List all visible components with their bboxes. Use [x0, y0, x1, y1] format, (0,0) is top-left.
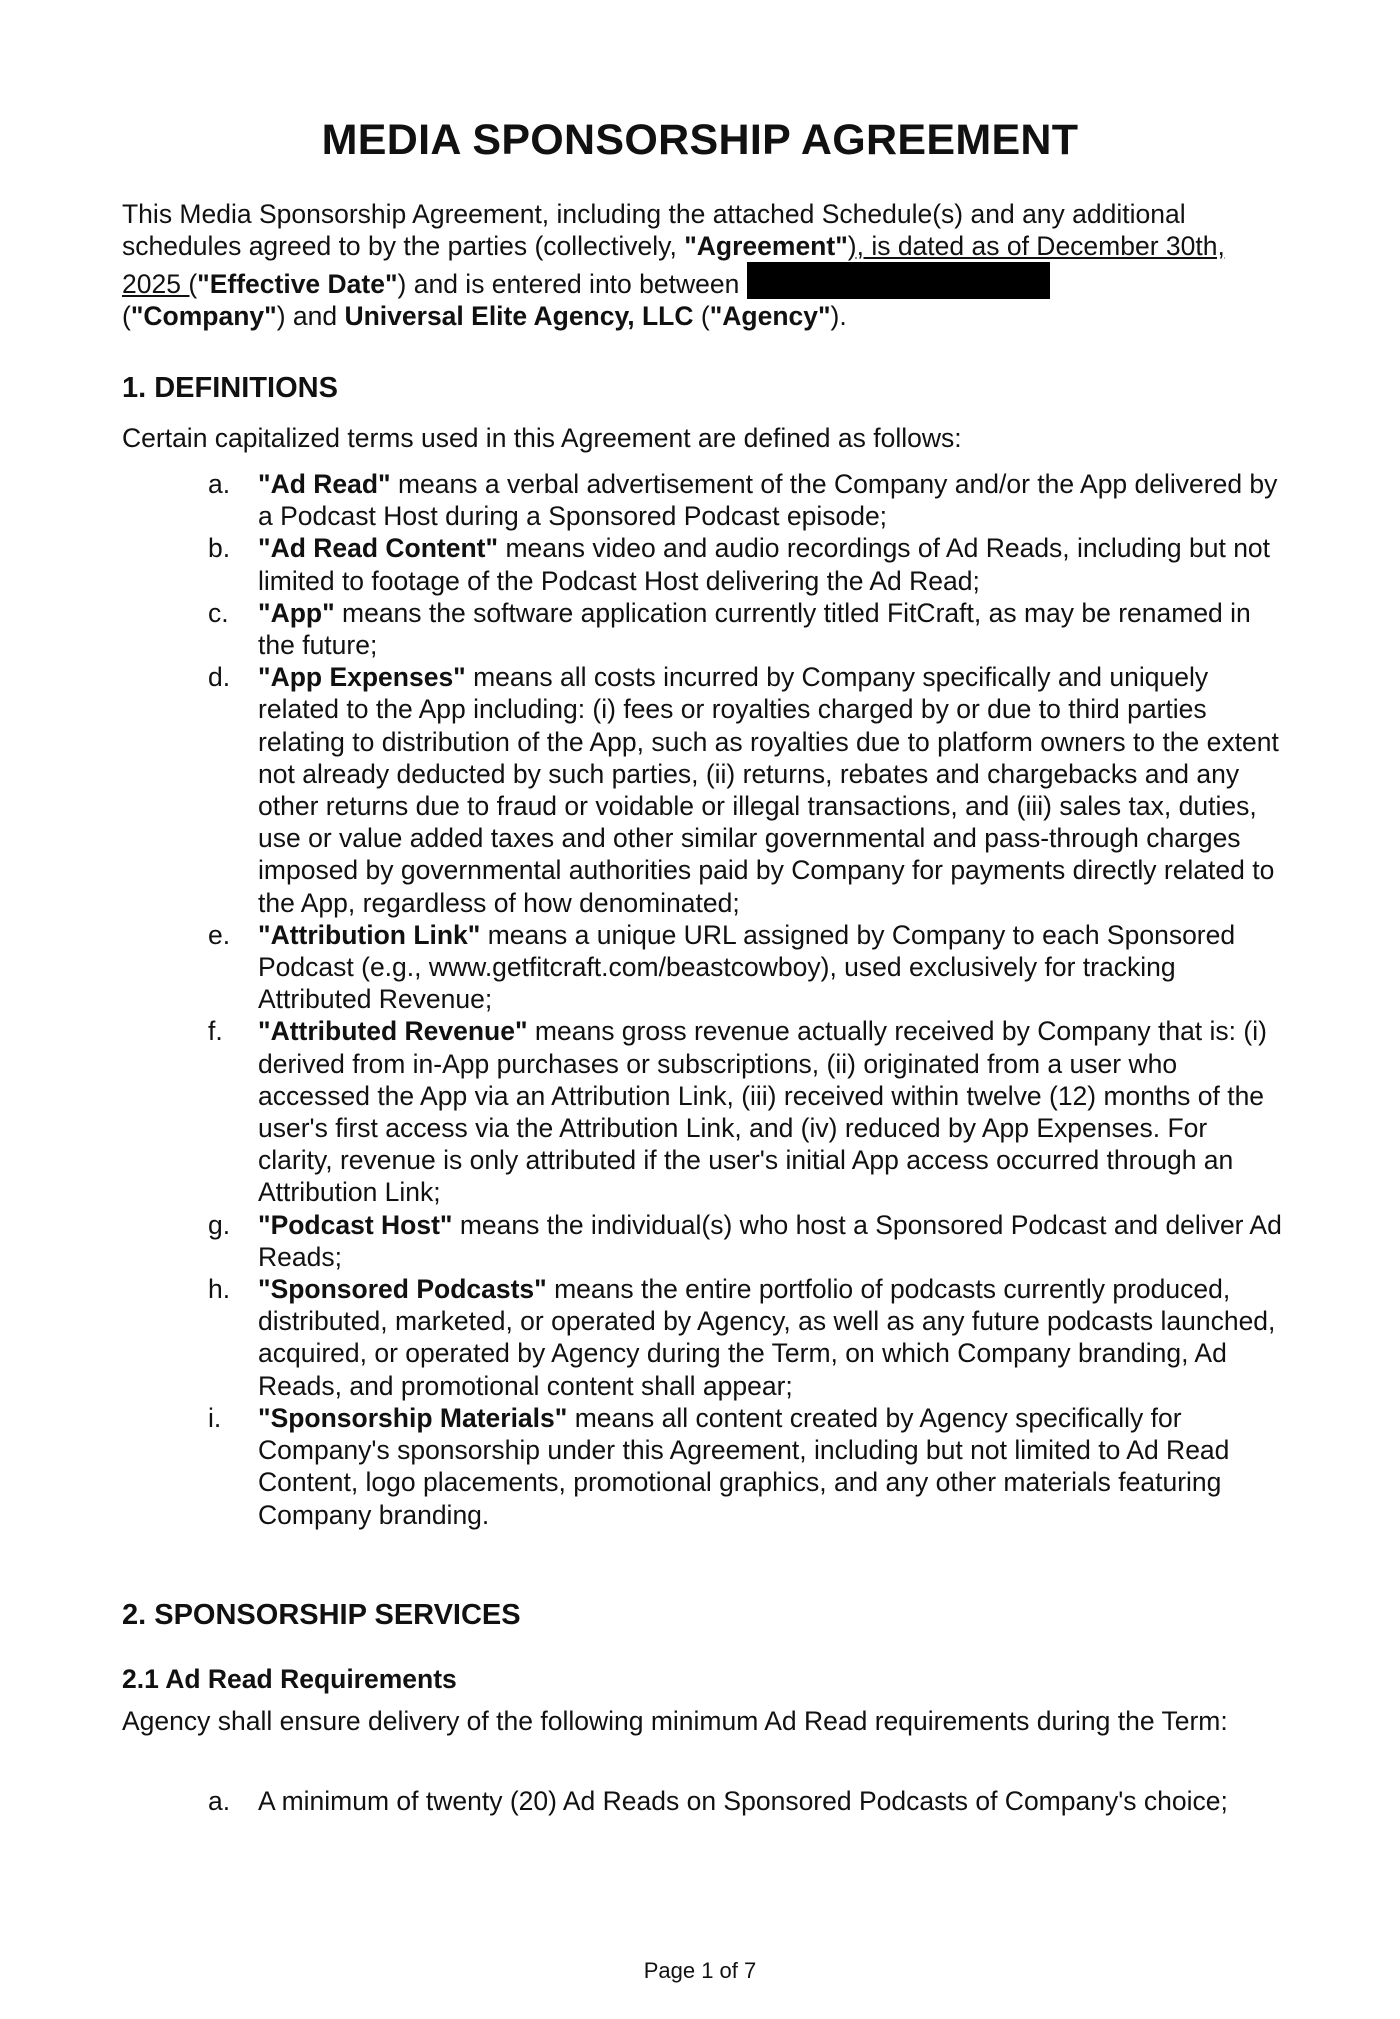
defined-term: "App"	[258, 597, 335, 628]
defined-term: "Podcast Host"	[258, 1209, 453, 1240]
document-title: MEDIA SPONSORSHIP AGREEMENT	[321, 116, 1079, 164]
list-item	[208, 468, 1288, 532]
defined-term-effective-date: "Effective Date"	[197, 269, 398, 299]
intro-text: (	[122, 301, 131, 331]
intro-text: (	[693, 301, 710, 331]
list-marker: e.	[208, 919, 231, 950]
list-item	[208, 532, 1288, 596]
defined-term: "Attribution Link"	[258, 919, 481, 950]
list-item	[208, 597, 1288, 661]
definition-text: means video and audio recordings of Ad Reads, including but not limited to footage of the Podcast Host delivering the Ad Read;	[258, 533, 1271, 596]
definition-text: A minimum of twenty (20) Ad Reads on Sponsored Podcasts of Company's choice;	[258, 1786, 1228, 1816]
list-marker: i.	[208, 1402, 222, 1433]
intro-text: ) and	[276, 301, 345, 331]
definition-text: means a verbal advertisement of the Company and/or the App delivered by a Podcast Host during a Sponsored Podcast episode;	[258, 469, 1278, 532]
intro-paragraph	[122, 198, 1272, 332]
list-item	[208, 1402, 1288, 1531]
list-marker: d.	[208, 662, 231, 693]
ad-read-requirements-list	[208, 1785, 1288, 1817]
definition-text: means the entire portfolio of podcasts currently produced, distributed, marketed, or operated by Agency, as well as any future podcasts launched, acquired, or operated by Agency during the Term, on which Company branding, Ad Reads, and promotional content shall appear;	[258, 1274, 1276, 1401]
list-item	[208, 1785, 1288, 1817]
defined-term: "Ad Read"	[258, 469, 391, 499]
section-heading-definitions: 1. DEFINITIONS	[122, 372, 338, 404]
list-marker: f.	[208, 1016, 223, 1047]
list-marker: c.	[208, 597, 229, 628]
page-number: Page 1 of 7	[643, 1958, 757, 1983]
list-item	[208, 1273, 1288, 1402]
defined-term-company: "Company"	[130, 301, 277, 331]
definition-text: means the software application currently titled FitCraft, as may be renamed in the future;	[258, 597, 1251, 661]
list-item	[208, 919, 1288, 1016]
list-marker: h.	[208, 1274, 231, 1305]
list-marker: b.	[208, 533, 231, 564]
intro-text: ) and is entered into between	[397, 269, 740, 299]
list-marker: a.	[208, 469, 231, 499]
defined-term-agreement: "Agreement"	[684, 231, 848, 261]
defined-term: "Sponsorship Materials"	[258, 1402, 568, 1433]
definition-text: means the individual(s) who host a Sponsored Podcast and deliver Ad Reads;	[258, 1209, 1282, 1272]
definitions-lead: Certain capitalized terms used in this Agreement are defined as follows:	[122, 423, 962, 453]
list-item	[208, 1209, 1288, 1273]
list-marker: g.	[208, 1209, 231, 1240]
defined-term: "App Expenses"	[258, 662, 466, 693]
defined-term: "Ad Read Content"	[258, 533, 499, 564]
redaction-block	[747, 262, 1050, 299]
list-marker: a.	[208, 1786, 231, 1816]
defined-term: "Sponsored Podcasts"	[258, 1274, 547, 1305]
section-heading-sponsorship-services: 2. SPONSORSHIP SERVICES	[122, 1599, 521, 1631]
list-item	[208, 661, 1288, 919]
definition-text: means gross revenue actually received by Company that is: (i) derived from in-App purchases or subscriptions, (ii) originated from a user who accessed the App via an Attribution Link, (iii) received within twelve (12) months of the user's first access via the Attribution Link, and (iv) reduced by App Expenses. For clarity, revenue is only attributed if the user's initial App access occurred through an Attribution Link;	[258, 1016, 1267, 1208]
agency-name: Universal Elite Agency, LLC	[344, 301, 694, 331]
definition-text: means all content created by Agency specifically for Company's sponsorship under this Agreement, including but not limited to Ad Read Content, logo placements, promotional graphics, and any other materials featuring Company branding.	[258, 1402, 1230, 1530]
intro-text: This Media Sponsorship Agreement, including the attached Schedule(s) and any additional schedules agreed to by the parties (collectively,	[122, 199, 1186, 261]
subsection-heading-ad-read-requirements: 2.1 Ad Read Requirements	[122, 1664, 457, 1694]
defined-term-agency: "Agency"	[709, 301, 831, 331]
list-item	[208, 1015, 1288, 1208]
definition-text: means a unique URL assigned by Company to each Sponsored Podcast (e.g., www.getfitcraft.com/beastcowboy), used exclusively for tracking Attributed Revenue;	[258, 919, 1236, 1015]
defined-term: "Attributed Revenue"	[258, 1016, 528, 1047]
definitions-list	[208, 468, 1288, 1531]
definition-text: means all costs incurred by Company specifically and uniquely related to the App including: (i) fees or royalties charged by or due to third parties relating to distribution of the App, such as royalties due to platform owners to the extent not already deducted by such parties, (ii) returns, rebates and chargebacks and any other returns due to fraud or voidable or illegal transactions, and (iii) sales tax, duties, use or value added taxes and other similar governmental and pass-through charges imposed by governmental authorities paid by Company for payments directly related to the App, regardless of how denominated;	[258, 662, 1279, 918]
ad-read-requirements-lead: Agency shall ensure delivery of the following minimum Ad Read requirements during the Term:	[122, 1706, 1228, 1736]
intro-text: ), is dated as of December 30th, 2025 (	[122, 231, 1225, 299]
intro-text: ).	[830, 301, 847, 331]
